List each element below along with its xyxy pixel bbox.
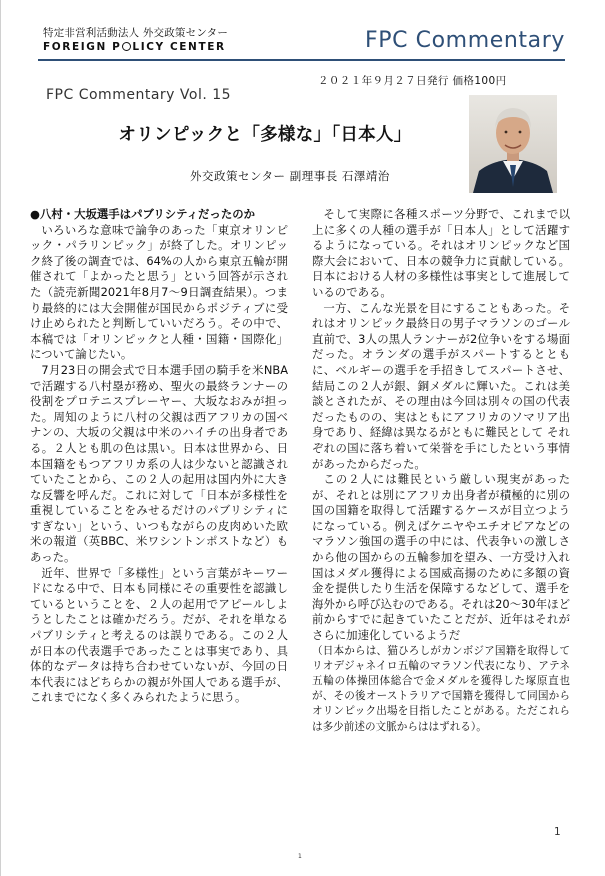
page-edge <box>0 0 1 876</box>
organization-name-en-part1: FOREIGN P <box>43 41 122 53</box>
article-column-left <box>30 207 288 706</box>
author-byline: 外交政策センター 副理事長 石澤靖治 <box>190 169 390 183</box>
paragraph: この２人には難民という厳しい現実があったが、それとは別にアフリカ出身者が積極的に別の国の国籍を取得して活躍するケースが目立つようになっている。例えばケニヤやエチオピアなどのマラソン強国の選手の中には、代表争いの激しさから他の国からの五輪参加を望み、一方受け入れ国はメダル獲得による国威高揚のために多額の資金を提供したり生活を保障するなどして、選手を海外から呼び込むのである。それは20～30年ほど前からすでに起きていたことだが、近年はそれがさらに加速化しているようだ <box>312 472 570 643</box>
article-title: オリンピックと「多様な」「日本人」 <box>118 125 412 145</box>
paragraph: いろいろな意味で論争のあった「東京オリンピック・パラリンピック」が終了した。オリンピック終了後の調査では、64%の人から東京五輪が開催されて「よかったと思う」という回答が示された（読売新聞2021年8月7～9日調査結果）。つまり最終的には大会開催が国民からポジティブに受け止められたと判断していいだろう。その中で、本稿では「オリンピックと人種・国籍・国際化」について論じたい。 <box>30 222 288 362</box>
header-rule <box>38 59 565 61</box>
paragraph: そして実際に各種スポーツ分野で、これまで以上に多くの人種の選手が「日本人」として活躍するようになっている。それはオリンピックなど国際大会において、日本の競争力に貢献している。日本における人材の多様性は事実として進展しているのである。 <box>312 207 570 299</box>
organization-name-en-part2: LICY CENTER <box>132 41 226 53</box>
paragraph: 近年、世界で「多様性」という言葉がキーワードになる中で、日本も同様にその重要性を認識しているということを、２人の起用でアピールしようとしたことは確かだろう。だが、それを単なるパブリシティと考えるのは誤りである。この２人が日本の代表選手であったことは事実であり、具体的なデータは持ち合わせていないが、今回の日本代表にはどちらかの親が外国人である選手が、これまでになく多くみられたように思う。 <box>30 565 288 705</box>
publication-brand: FPC Commentary <box>364 28 565 53</box>
globe-o-icon <box>122 42 131 51</box>
organization-name-jp: 特定非営利活動法人 外交政策センター <box>43 27 229 39</box>
parenthetical-note: （日本からは、猫ひろしがカンボジア国籍を取得してリオデジャネイロ五輪のマラソン代表になり、アテネ五輪の体操団体総合で金メダルを獲得した塚原直也が、その後オーストラリアで国籍を獲得して同国からオリンピック出場を目指したことがある。ただこれらは多少前述の文脈からははずれる）。 <box>312 644 570 733</box>
author-portrait-image <box>469 95 557 193</box>
issue-date-price: ２０２１年９月２７日発行 価格100円 <box>318 75 507 87</box>
paragraph: 一方、こんな光景を目にすることもあった。それはオリンピック最終日の男子マラソンのゴール直前で、3人の黒人ランナーが2位争いをする場面だった。オランダの選手がスパートするとともに、ベルギーの選手を手招きしてスパートさせ、結局この２人が銀、銅メダルに輝いた。これは美談とされたが、その理由は今回は別々の国の代表だったものの、実はともにアフリカのソマリア出身であり、経緯は異なるがともに難民として それぞれの国に落ち着いて栄誉を手にしたという事情があったからだった。 <box>312 300 570 471</box>
paragraph: 7月23日の開会式で日本選手団の騎手を米NBAで活躍する八村塁が務め、聖火の最終ランナーの役割をプロテニスプレーヤー、大坂なおみが担った。周知のように八村の父親は西アフリカの国ベナンの、大坂の父親は中米のハイチの出身者である。２人とも肌の色は黒い。日本は世界から、日本国籍をもつアフリカ系の人は少ないと認識されていたことから、この２人の起用は国内外に大きな反響を呼んだ。これに対して「日本が多様性を重視していることをみせるだけのパブリシティにすぎない」という、いつもながらの皮肉めいた欧米の報道（英BBC、米ワシントンポストなど）もあった。 <box>30 362 288 565</box>
page-number-footer: 1 <box>298 853 302 860</box>
page-number: 1 <box>554 826 561 838</box>
author-portrait <box>469 95 557 193</box>
organization-name-en <box>43 41 226 53</box>
article-column-right <box>312 207 570 735</box>
volume-label: FPC Commentary Vol. 15 <box>46 87 232 103</box>
section-heading: ●八村・大坂選手はパブリシティだったのか <box>30 207 255 221</box>
